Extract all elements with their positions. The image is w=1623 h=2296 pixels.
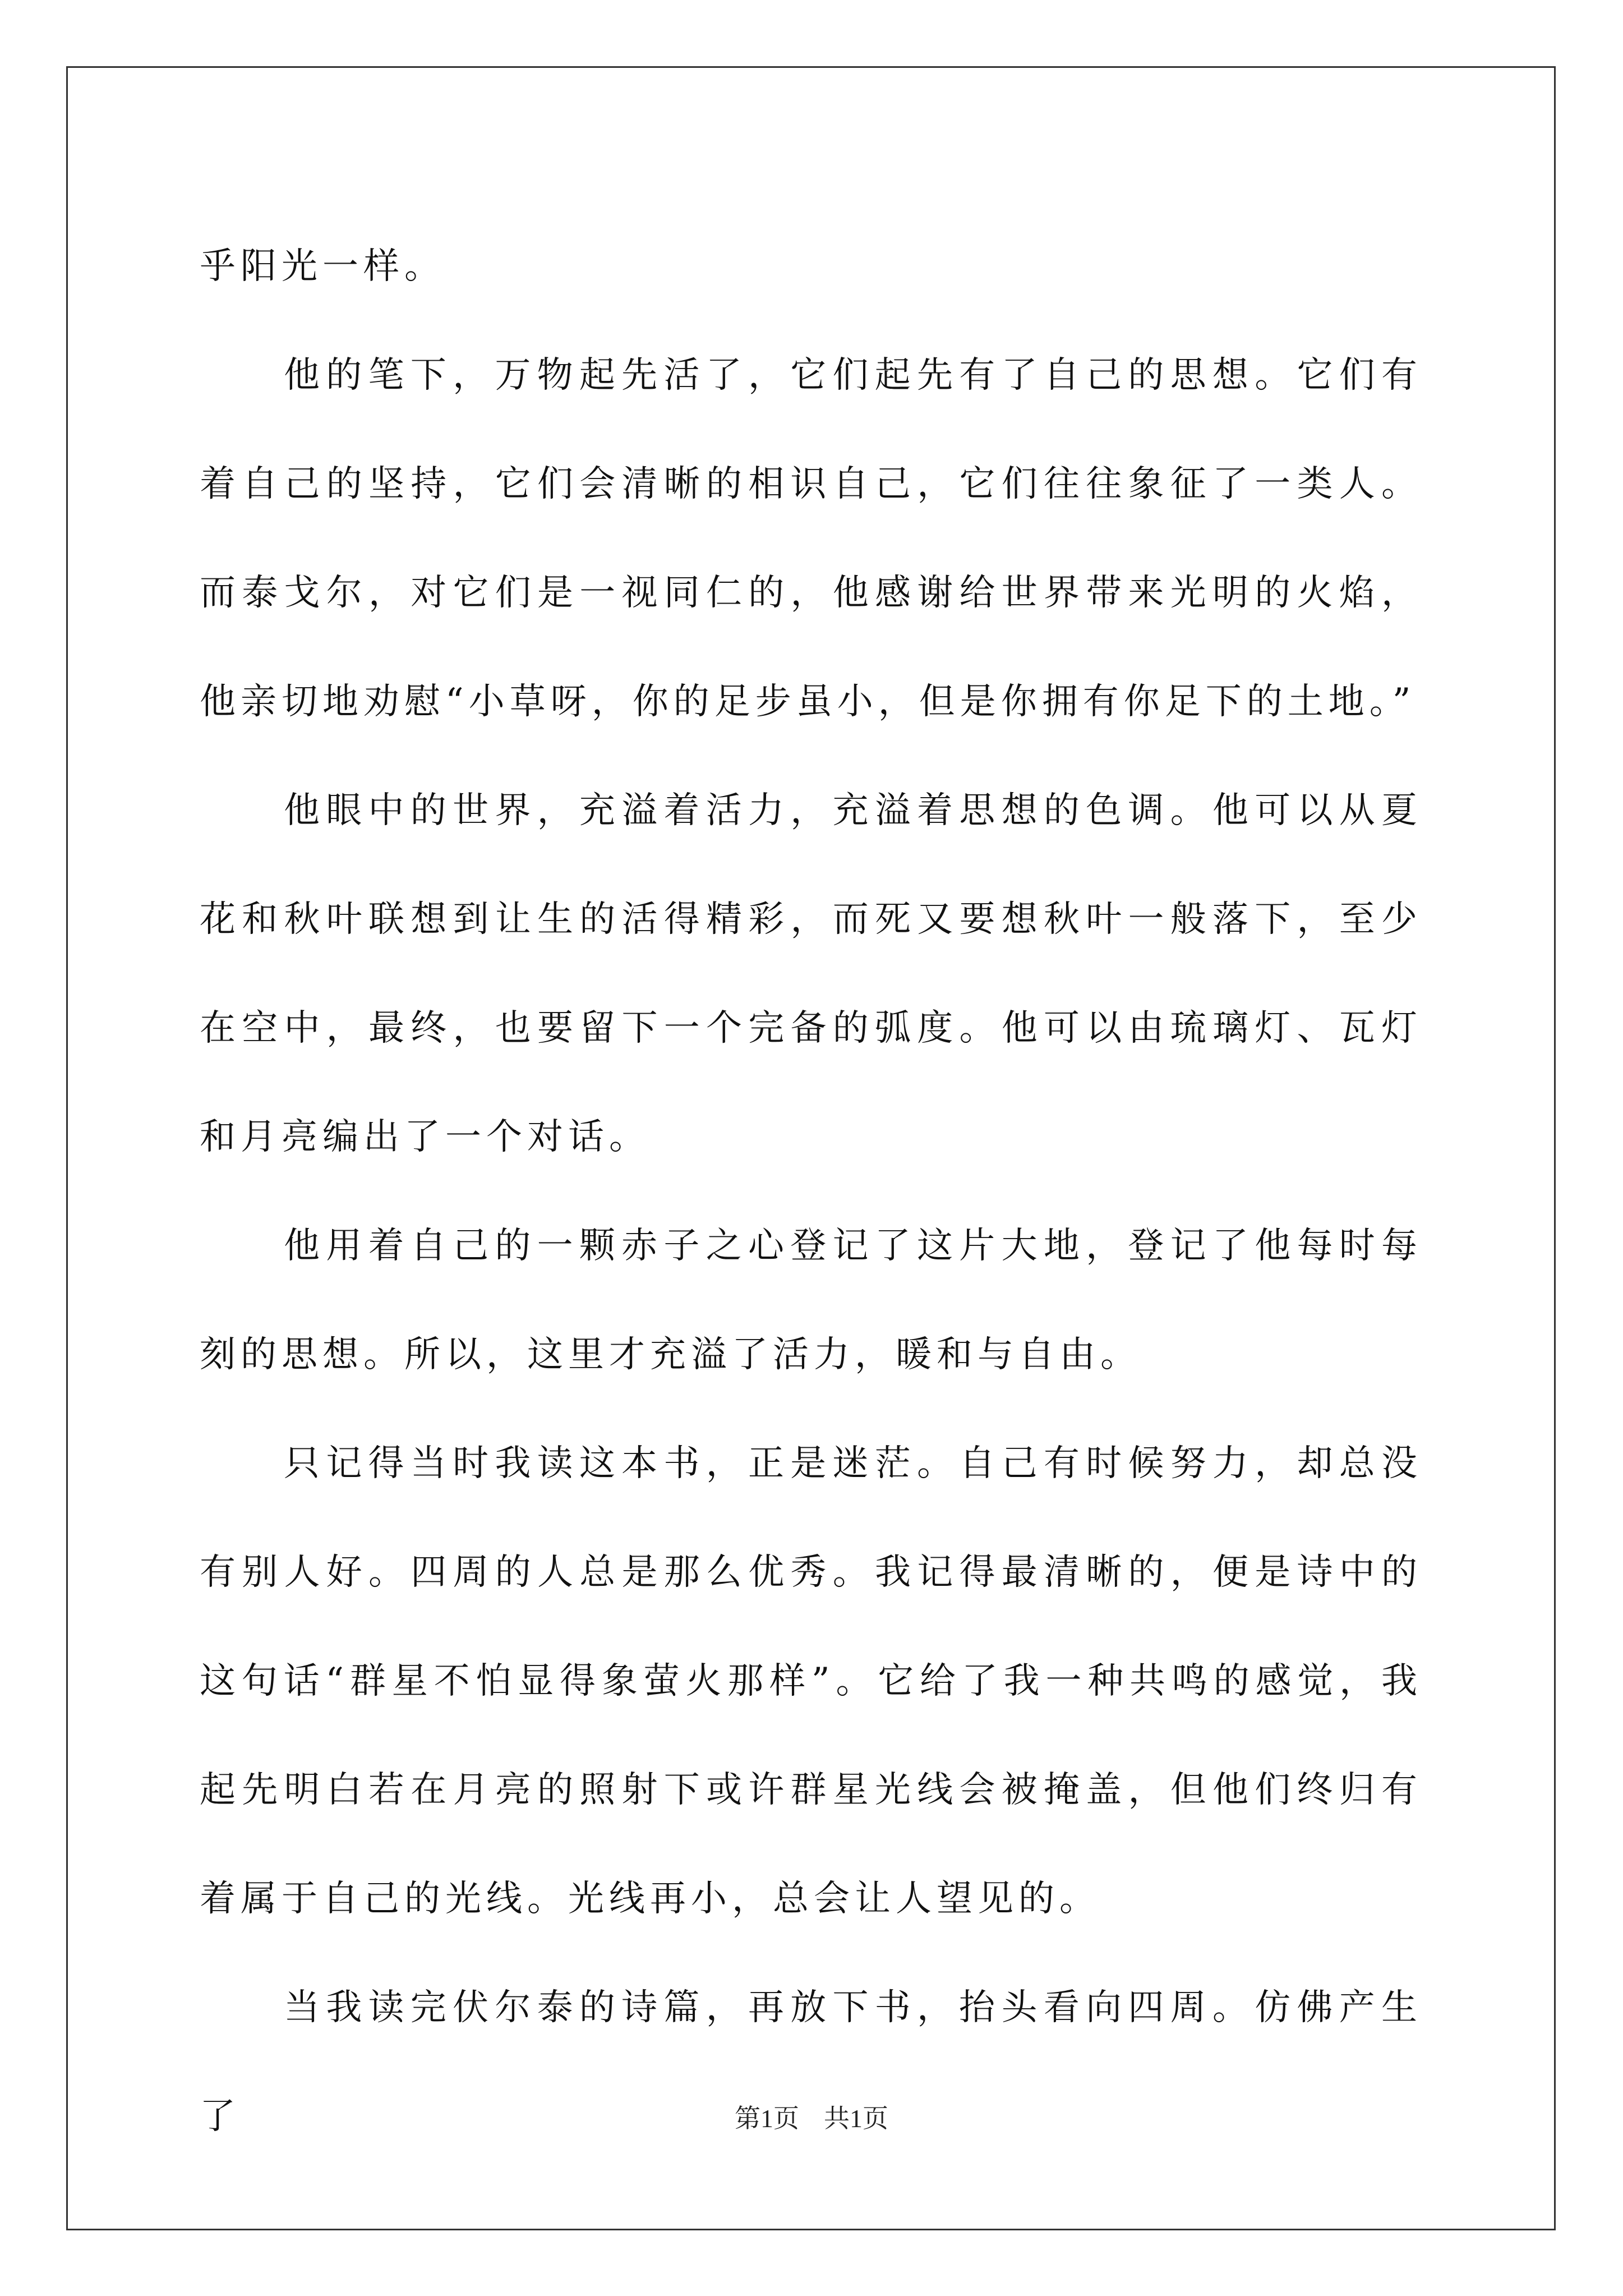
page-footer (0, 2098, 1623, 2135)
paragraph: 乎阳光一样。 (200, 246, 445, 287)
paragraph: 只记得当时我读这本书，正是迷茫。自己有时候努力，却总没有别人好。四周的人总是那么优秀。我记得最清晰的，便是诗中的这句话“群星不怕显得象萤火那样”。它给了我一种共鸣的感觉，我起先明白若在月亮的照射下或许群星光线会被掩盖，但他们终归有着属于自己的光线。光线再小，总会让人望见的。 (200, 1443, 1422, 1920)
paragraph: 他的笔下，万物起先活了，它们起先有了自己的思想。它们有着自己的坚持，它们会清晰的相识自己，它们往往象征了一类人。而泰戈尔，对它们是一视同仁的，他感谢给世界带来光明的火焰，他亲切地劝慰“小草呀，你的足步虽小，但是你拥有你足下的土地。” (200, 355, 1422, 723)
document-body (200, 212, 1422, 2171)
page-total: 共1页 (824, 2104, 888, 2133)
page-number: 第1页 (735, 2104, 799, 2133)
paragraph: 他眼中的世界，充溢着活力，充溢着思想的色调。他可以从夏花和秋叶联想到让生的活得精彩，而死又要想秋叶一般落下，至少在空中，最终，也要留下一个完备的弧度。他可以由琉璃灯、瓦灯和月亮编出了一个对话。 (200, 790, 1422, 1158)
paragraph: 当我读完伏尔泰的诗篇，再放下书，抬头看向四周。仿佛产生了 (200, 1987, 1422, 2137)
paragraph: 他用着自己的一颗赤子之心登记了这片大地，登记了他每时每刻的思想。所以，这里才充溢了活力，暖和与自由。 (200, 1225, 1422, 1375)
